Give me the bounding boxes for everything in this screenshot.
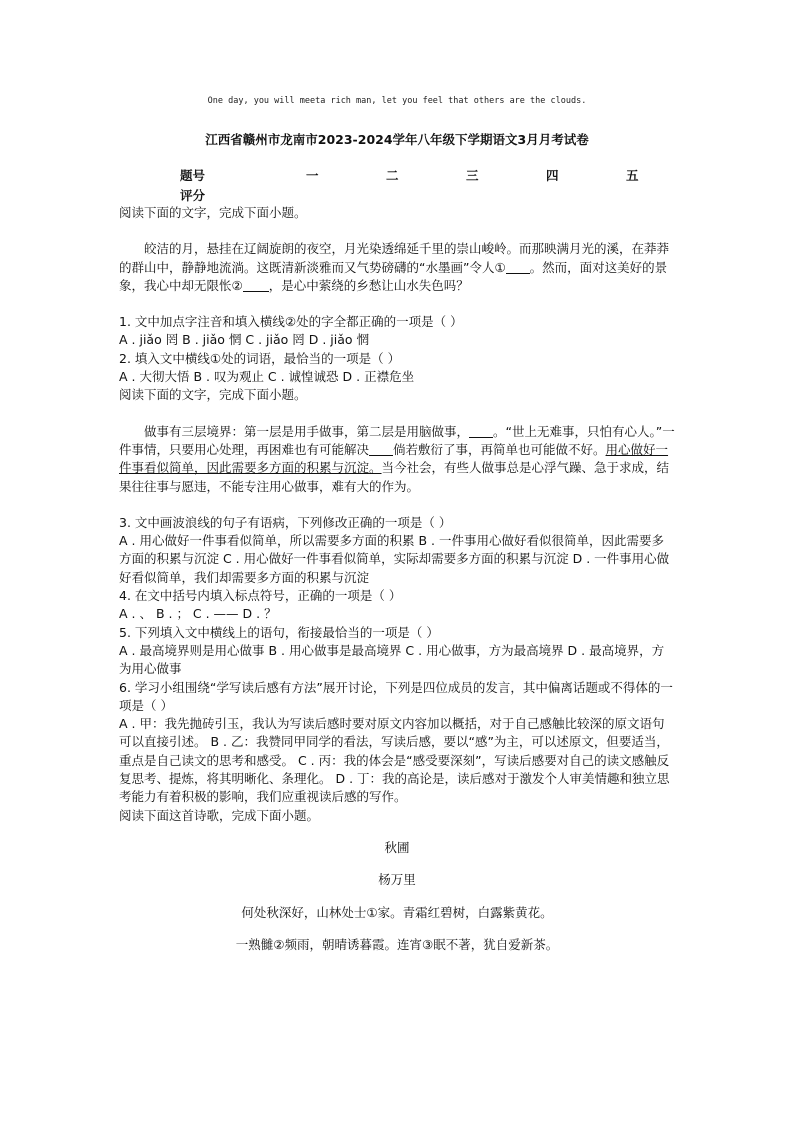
question-6-options: A . 甲：我先抛砖引玉，我认为写读后感时要对原文内容加以概括，对于自己感触比较深的原文语句可以直接引述。 B . 乙：我赞同甲同学的看法，写读后感，要以“感”为主，可以述原文，但要适当，重点是自己读文的思考和感受。 C . 丙：我的体会是“感受要深刻”，写读后感要对自己的读文感触反复思考、提炼，将其明晰化、条理化。 D . 丁：我的高论是，读后感对于激发个人审美情趣和独立思考能力有着积极的影响，我们应重视读后感的写作。 (119, 716, 670, 805)
score-table-col-1: 一 (306, 168, 319, 183)
section1-passage: 皎洁的月，悬挂在辽阔旋朗的夜空，月光染透绵延千里的崇山峻岭。而那映满月光的溪，在莽莽的群山中，静静地流淌。这既清新淡雅而又气势磅礴的“水墨画”令人① 。然而，面对这美好的景象，我心中却无限怅② ，是心中萦绕的乡愁让山水失色吗？ (119, 241, 670, 293)
score-table-col-5: 五 (626, 168, 639, 183)
question-4-options: A . 、 B . ； C . —— D . ？ (119, 606, 277, 622)
section1-intro: 阅读下面的文字，完成下面小题。 (119, 205, 307, 220)
section3-intro: 阅读下面这首诗歌，完成下面小题。 (119, 807, 320, 823)
exam-content (119, 204, 675, 954)
question-1: 1. 文中加点字注音和填入横线②处的字全都正确的一项是（ ） (119, 314, 463, 330)
question-4: 4. 在文中括号内填入标点符号，正确的一项是（ ） (119, 588, 402, 604)
question-6: 6. 学习小组围绕“学写读后感有方法”展开讨论，下列是四位成员的发言，其中偏离话题或不得体的一项是（ ） (119, 679, 673, 713)
poem-author: 杨万里 (378, 872, 416, 888)
score-table-col-2: 二 (386, 168, 399, 183)
wavy-underlined-sentence: 用心做好一件事看似简单，因此需要多方面的积累与沉淀。 (119, 441, 669, 476)
blank-2 (243, 278, 269, 292)
question-5: 5. 下列填入文中横线上的语句，衔接最恰当的一项是（ ） (119, 624, 439, 640)
question-2: 2. 填入文中横线①处的词语，最恰当的一项是（ ） (119, 350, 401, 366)
question-5-options: A . 最高境界则是用心做事 B . 用心做事是最高境界 C . 用心做事，方为最高境界 D . 最高境界，方为用心做事 (119, 642, 665, 677)
blank-1 (506, 260, 530, 274)
question-3: 3. 文中画波浪线的句子有语病，下列修改正确的一项是（ ） (119, 514, 452, 530)
header-motto: One day, you will meeta rich man, let you feel that others are the clouds. (207, 96, 587, 106)
score-table-col-4: 四 (546, 168, 559, 183)
blank-3 (469, 424, 493, 438)
question-2-options: A . 大彻大悟 B . 叹为观止 C . 诚惶诚恐 D . 正襟危坐 (119, 369, 415, 385)
section2-intro: 阅读下面的文字，完成下面小题。 (119, 387, 307, 403)
score-table-label-number: 题号 (180, 168, 206, 183)
score-table-label-score: 评分 (180, 188, 206, 203)
poem-line-2: 一熟雠②频雨，朝晴诱暮霞。连宵③眠不著，犹自爱新茶。 (235, 936, 559, 952)
section2-passage: 做事有三层境界：第一层是用手做事，第二层是用脑做事， 。“世上无难事，只怕有心人。”一件事情，只要用心处理，再困难也有可能解决 倘若敷衍了事，再简单也可能做不好。用心做好一件事看似简单，因此需要多方面的积累与沉淀。当今社会，有些人做事总是心浮气躁、急于求成，结果往往事与愿违，不能专注用心做事，难有大的作为。 (119, 423, 675, 494)
poem-line-1: 何处秋深好，山林处士①家。青霜红碧树，白露紫黄花。 (241, 904, 553, 920)
blank-4 (369, 442, 393, 456)
question-1-options: A . jiǎo 罔 B . jiǎo 惘 C . jiǎo 罔 D . jiǎo 惘 (119, 332, 369, 348)
poem-title: 秋圃 (384, 839, 410, 855)
exam-title: 江西省赣州市龙南市2023-2024学年八年级下学期语文3月月考试卷 (205, 132, 589, 147)
score-table-col-3: 三 (466, 168, 479, 183)
question-3-options: A . 用心做好一件事看似简单，所以需要多方面的积累 B . 一件事用心做好看似很简单，因此需要多方面的积累与沉淀 C . 用心做好一件事看似简单，实际却需要多方面的积累与沉淀 D . 一件事用心做好看似简单，我们却需要多方面的积累与沉淀 (119, 533, 670, 585)
